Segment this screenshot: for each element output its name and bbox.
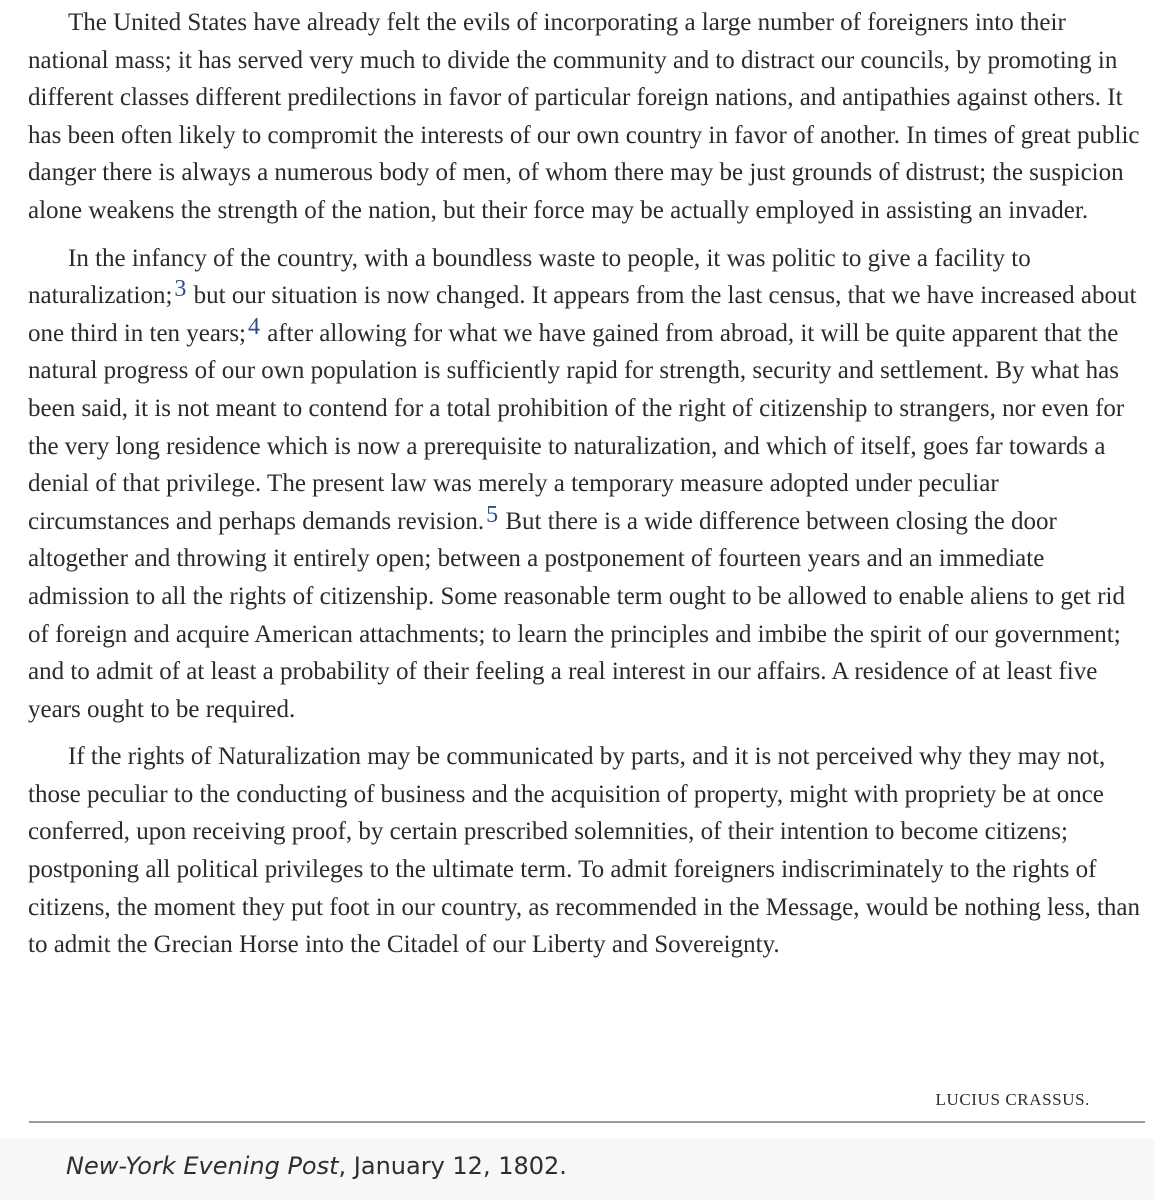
footnote-ref-3[interactable]: 3 bbox=[174, 276, 187, 303]
article-body bbox=[28, 4, 1146, 974]
source-citation bbox=[66, 1152, 567, 1180]
publication-title: New-York Evening Post bbox=[66, 1152, 339, 1180]
footnote-ref-4[interactable]: 4 bbox=[248, 313, 260, 340]
paragraph-text: But there is a wide difference between closing the door altogether and throwing it entirely open; between a postponement of fourteen years and an immediate admission to all the rights of citizenship. Some reasonable term ought to be allowed to enable aliens to get rid of foreign and acquire American attachments; to learn the principles and imbibe the spirit of our government; and to admit of at least a probability of their feeling a real interest in our affairs. A residence of at least five years ought to be required. bbox=[28, 507, 1125, 723]
paragraph bbox=[28, 240, 1146, 729]
paragraph-text: The United States have already felt the evils of incorporating a large number of foreigners into their national mass; it has served very much to divide the community and to distract our councils, by promoting in different classes different predilections in favor of particular foreign nations, and antipathies against others. It has been often likely to compromit the interests of our own country in favor of another. In times of great public danger there is always a numerous body of men, of whom there may be just grounds of distrust; the suspicion alone weakens the strength of the nation, but their force may be actually employed in assisting an invader. bbox=[28, 9, 1140, 224]
author-signature: LUCIUS CRASSUS. bbox=[935, 1090, 1090, 1109]
publication-date: , January 12, 1802. bbox=[338, 1152, 567, 1180]
paragraph-text: If the rights of Naturalization may be communicated by parts, and it is not perceived why they may not, those peculiar to the conducting of business and the acquisition of property, might with propriety be at once conferred, upon receiving proof, by certain prescribed solemnities, of their intention to become citizens; postponing all political privileges to the ultimate term. To admit foreigners indiscriminately to the rights of citizens, the moment they put foot in our country, as recommended in the Message, would be nothing less, than to admit the Grecian Horse into the Citadel of our Liberty and Sovereignty. bbox=[28, 743, 1141, 959]
section-divider bbox=[29, 1121, 1145, 1123]
paragraph bbox=[28, 738, 1146, 964]
paragraph-text: but our situation is now changed. It appears from the last census, that we have increased about one third in ten years; bbox=[28, 282, 1137, 347]
paragraph-text: In the infancy of the country, with a boundless waste to people, it was politic to give a facility to naturalization; bbox=[28, 244, 1031, 310]
paragraph bbox=[28, 4, 1146, 230]
paragraph-text: after allowing for what we have gained from abroad, it will be quite apparent that the natural progress of our own population is sufficiently rapid for strength, security and settlement. By what has been said, it is not meant to contend for a total prohibition of the right of citizenship to strangers, nor even for the very long residence which is now a prerequisite to naturalization, and which of itself, goes far towards a denial of that privilege. The present law was merely a temporary measure adopted under peculiar circumstances and perhaps demands revision. bbox=[28, 319, 1125, 535]
footnote-ref-5[interactable]: 5 bbox=[486, 501, 499, 528]
